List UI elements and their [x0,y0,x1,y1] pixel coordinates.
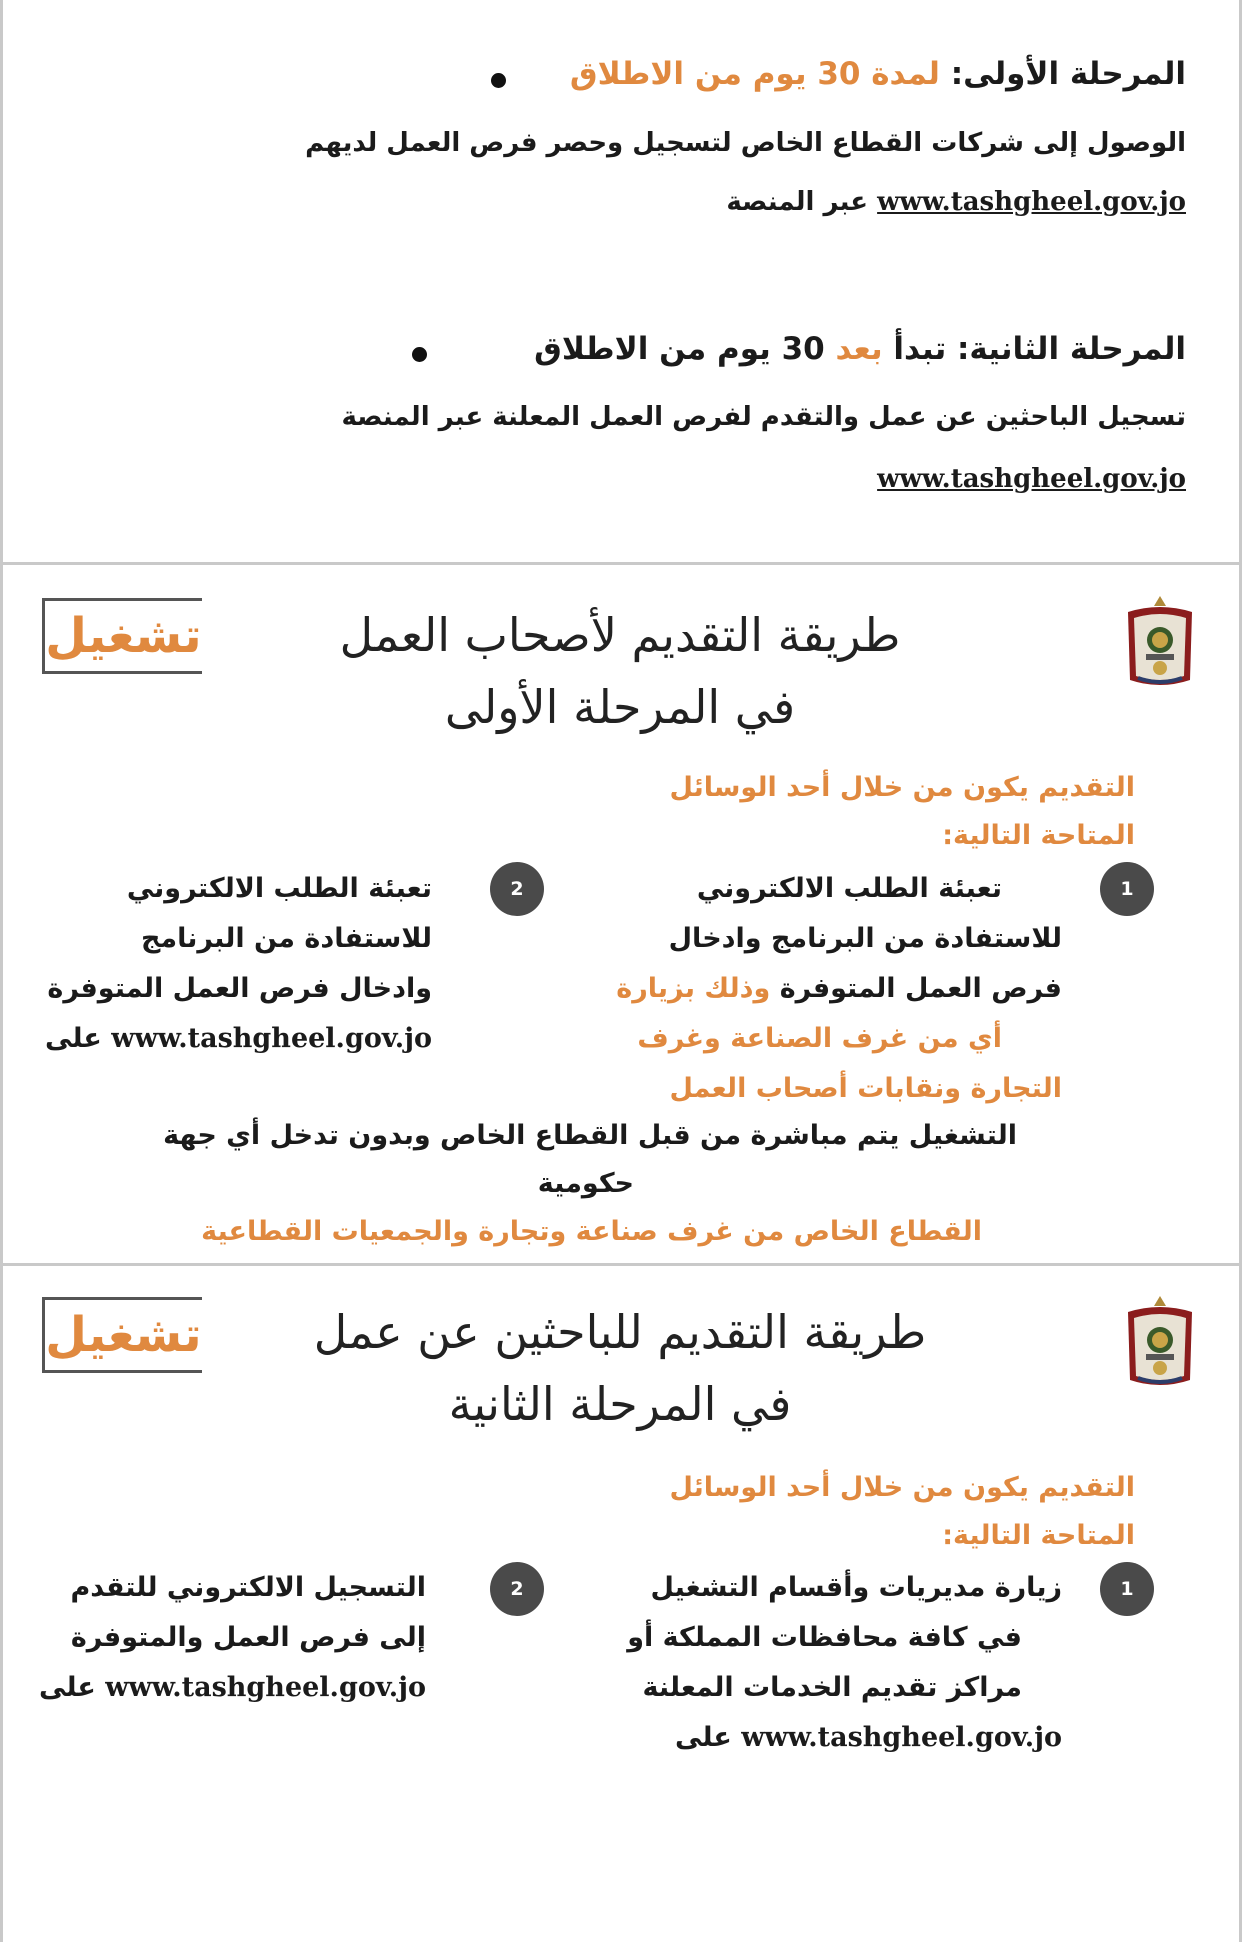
phase1-label: المرحلة الأولى: [950,56,1186,92]
phase1-url-link[interactable]: www.tashgheel.gov.jo [877,187,1186,217]
section1-intro-line2: المتاحة التالية: [942,820,1135,851]
section1-item2-l1: تعبئة الطلب الالكتروني [126,873,432,904]
step-badge-2: 2 [490,862,544,916]
divider-2 [0,1263,1242,1266]
step-badge-1: 1 [1100,1562,1154,1616]
section2-title-line1: طريقة التقديم للباحثين عن عمل [313,1305,927,1359]
section1-item2-l2: للاستفادة من البرنامج [140,923,432,954]
section1-item2-l3: وادخال فرص العمل المتوفرة [47,973,432,1004]
section2-item2-l1: التسجيل الالكتروني للتقدم [70,1572,426,1603]
section1-item1-l3: فرص العمل المتوفرة وذلك بزيارة [616,973,1062,1004]
section1-note-orange: القطاع الخاص من غرف صناعة وتجارة والجمعيات القطاعية [201,1216,982,1247]
section1-item1-l2: للاستفادة من البرنامج وادخال [668,923,1062,954]
bullet-icon [491,73,506,88]
phase1-text-pre: لمدة [860,56,940,92]
section1-item1 [616,864,1062,1114]
bullet-icon [412,347,427,362]
section1-title-line2: في المرحلة الأولى [444,680,796,734]
section2-item1-l4: www.tashgheel.gov.jo على [675,1722,1062,1753]
section2-item2-l3: www.tashgheel.gov.jo على [39,1672,426,1703]
section2-intro-line2: المتاحة التالية: [942,1520,1135,1551]
section2-item2-url[interactable]: www.tashgheel.gov.jo [105,1672,426,1703]
phase2-label: المرحلة الثانية: [957,331,1186,367]
phase1-text-post: يوم من الاطلاق [569,56,818,92]
section1-note-line1: التشغيل يتم مباشرة من قبل القطاع الخاص وبدون تدخل أي جهة [163,1120,1017,1151]
section1-title-line1: طريقة التقديم لأصحاب العمل [339,608,901,662]
section2-item1 [627,1563,1062,1763]
phase1-heading [570,56,1186,92]
logo-text: تشغيل [45,608,202,664]
jordan-crest-icon [1120,1292,1200,1392]
section1-item2-url[interactable]: www.tashgheel.gov.jo [111,1023,432,1054]
section2-item1-url[interactable]: www.tashgheel.gov.jo [741,1722,1062,1753]
section1-item2 [45,864,432,1064]
tashgheel-logo [42,598,202,674]
jordan-crest-icon [1120,592,1200,692]
section2-item1-l2: في كافة محافظات المملكة أو [627,1622,1022,1653]
section1-item1-l4: أي من غرف الصناعة وغرف [637,1023,1002,1054]
phase2-url-line [877,464,1186,494]
phase1-line2 [726,187,1186,217]
tashgheel-logo [42,1297,202,1373]
phase1-days: 30 [817,56,861,92]
section1-item2-l4: www.tashgheel.gov.jo على [45,1023,432,1054]
phase2-text-post: 30 يوم من الاطلاق [534,331,825,367]
logo-text: تشغيل [45,1307,202,1363]
section1-item1-l1: تعبئة الطلب الالكتروني [696,873,1002,904]
section1-note-line2: حكومية [537,1168,634,1199]
section2-item1-l3: مراكز تقديم الخدمات المعلنة [642,1672,1022,1703]
section1-intro-line1: التقديم يكون من خلال أحد الوسائل [669,772,1135,803]
section2-item2 [39,1563,426,1713]
phase2-highlight: بعد [835,331,883,367]
section2-title-line2: في المرحلة الثانية [448,1377,792,1431]
section1-item1-l5: التجارة ونقابات أصحاب العمل [669,1073,1062,1104]
phase2-text-pre: تبدأ [893,331,947,367]
section2-item1-l1: زيارة مديريات وأقسام التشغيل [650,1572,1062,1603]
phase2-line1: تسجيل الباحثين عن عمل والتقدم لفرص العمل المعلنة عبر المنصة [341,402,1186,432]
phase2-url-link[interactable]: www.tashgheel.gov.jo [877,464,1186,494]
phase2-heading [534,331,1186,367]
step-badge-2: 2 [490,1562,544,1616]
step-badge-1: 1 [1100,862,1154,916]
section2-intro-line1: التقديم يكون من خلال أحد الوسائل [669,1472,1135,1503]
phase1-line2-suffix: عبر المنصة [726,187,869,217]
phase1-line1: الوصول إلى شركات القطاع الخاص لتسجيل وحصر فرص العمل لديهم [305,128,1186,158]
divider-1 [0,562,1242,565]
section2-item2-l2: إلى فرص العمل والمتوفرة [70,1622,426,1653]
